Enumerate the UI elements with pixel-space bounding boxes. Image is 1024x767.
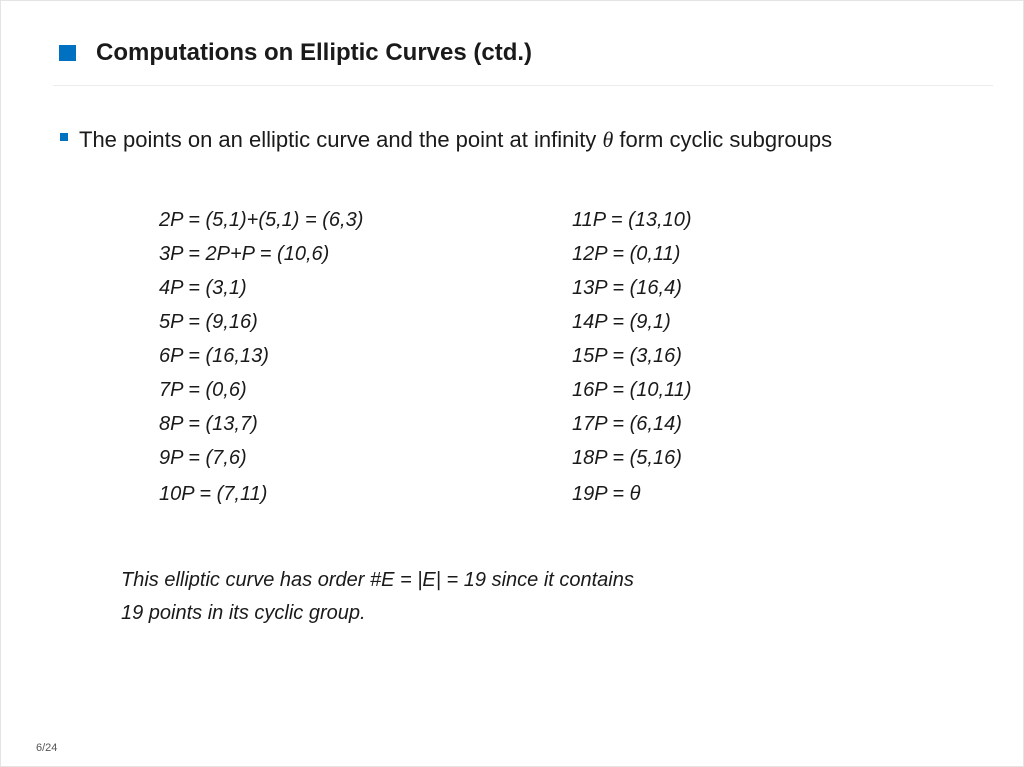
points-list-right (572, 203, 692, 511)
point-entry: 15P = (3,16) (572, 345, 682, 367)
point-entry: 12P = (0,11) (572, 243, 681, 265)
bullet-text-after: form cyclic subgroups (613, 127, 833, 152)
point-entry: 4P = (3,1) (159, 277, 247, 299)
point-entry: 5P = (9,16) (159, 311, 258, 333)
point-entry: 2P = (5,1)+(5,1) = (6,3) (159, 209, 364, 231)
points-list-left (159, 203, 363, 511)
point-entry: 9P = (7,6) (159, 447, 247, 469)
point-entry: 11P = (13,10) (572, 209, 692, 231)
point-entry: 7P = (0,6) (159, 379, 247, 401)
infinity-point-symbol: θ (602, 127, 614, 152)
conclusion-line: 19 points in its cyclic group. (121, 602, 366, 624)
point-entry: 3P = 2P+P = (10,6) (159, 243, 330, 265)
conclusion-text (121, 564, 634, 630)
point-entry: 17P = (6,14) (572, 413, 682, 435)
point-entry: 13P = (16,4) (572, 277, 682, 299)
slide-title: Computations on Elliptic Curves (ctd.) (96, 39, 533, 66)
point-entry: 19P = θ (572, 483, 641, 505)
bullet-marker-icon (60, 133, 68, 141)
point-entry: 14P = (9,1) (572, 311, 671, 333)
title-marker-icon (59, 45, 76, 61)
point-entry: 8P = (13,7) (159, 413, 258, 435)
point-entry: 16P = (10,11) (572, 379, 692, 401)
point-entry: 10P = (7,11) (159, 483, 268, 505)
bullet-text-before: The points on an elliptic curve and the point at infinity (79, 127, 603, 152)
point-entry: 18P = (5,16) (572, 447, 682, 469)
page-number: 6/24 (36, 742, 58, 754)
title-divider (53, 85, 993, 86)
conclusion-line: This elliptic curve has order #E = |E| = 19 since it contains (121, 569, 634, 591)
point-entry: 6P = (16,13) (159, 345, 269, 367)
bullet-point (79, 125, 832, 155)
